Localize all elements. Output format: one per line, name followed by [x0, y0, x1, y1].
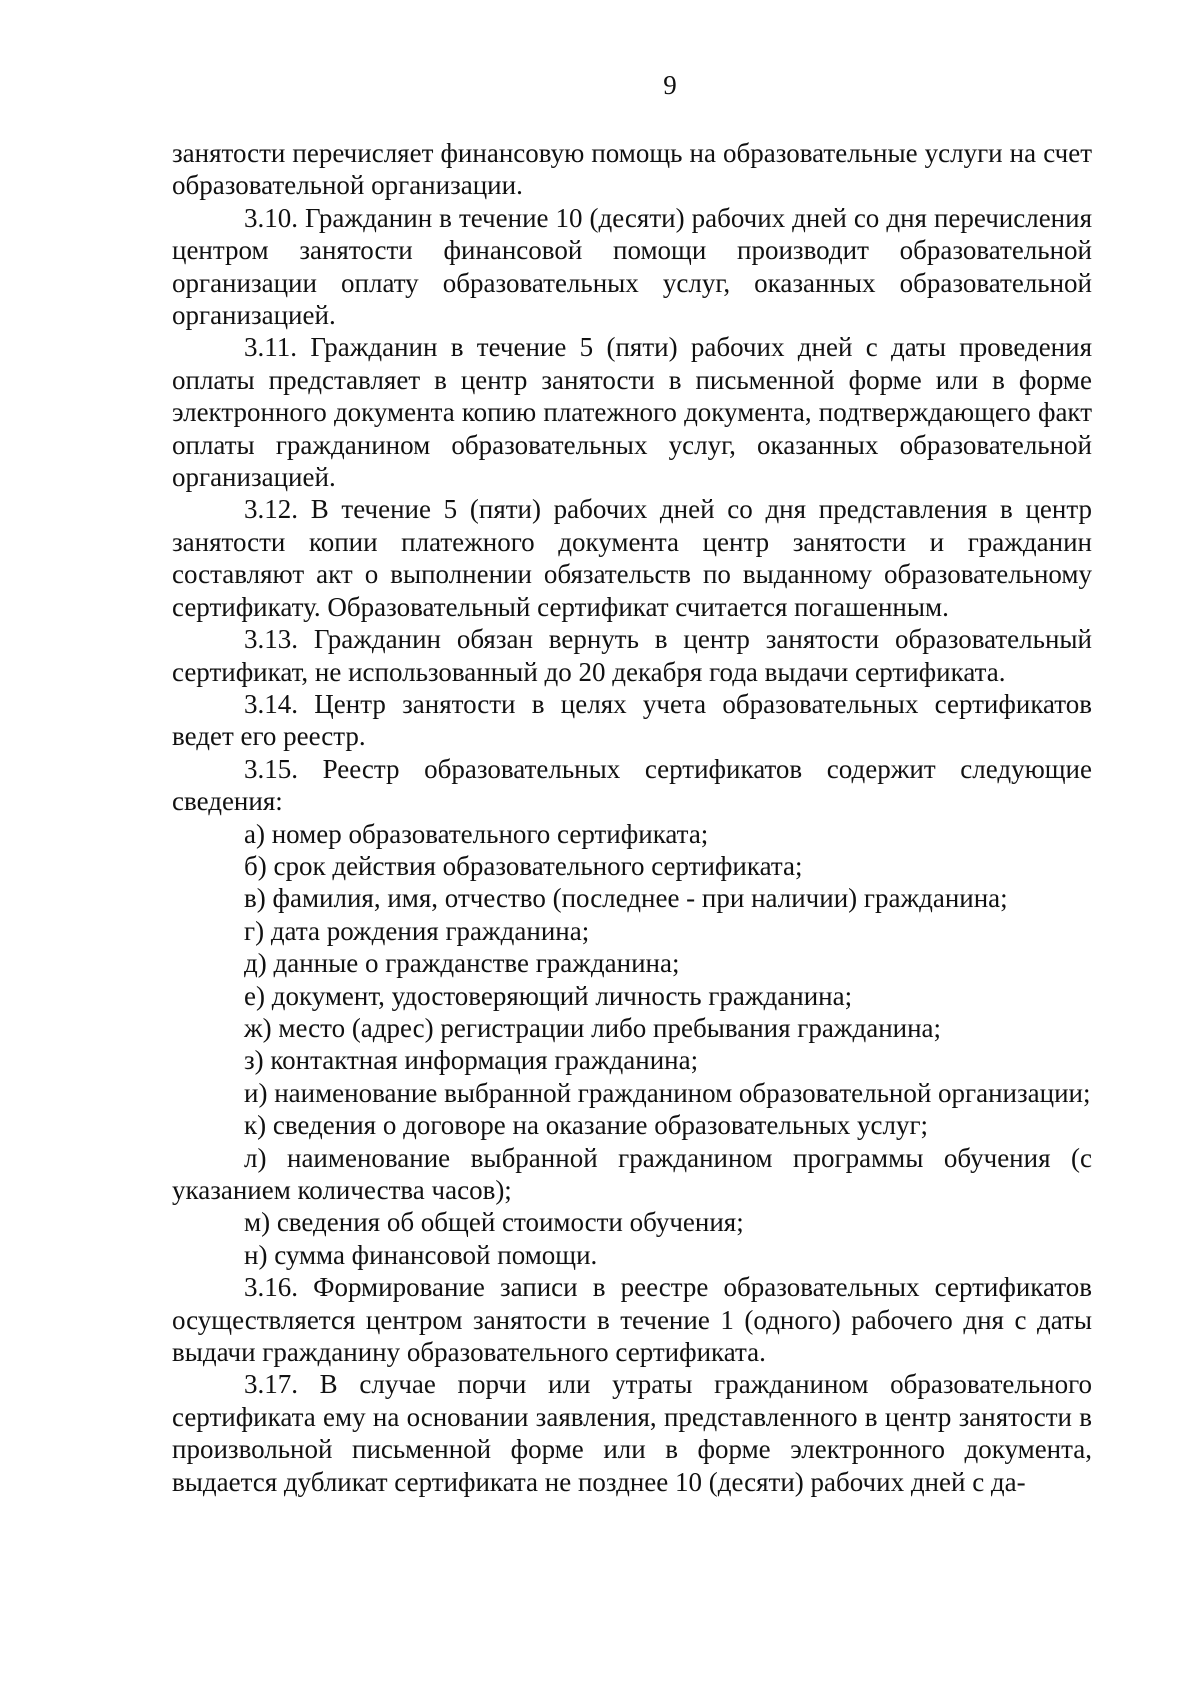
list-item-v: в) фамилия, имя, отчество (последнее - при наличии) гражданина;	[244, 883, 1008, 914]
list-item-b: б) срок действия образовательного сертификата;	[244, 850, 803, 881]
paragraph-3-17: 3.17. В случае порчи или утраты гражданином образовательного сертификата ему на основании заявления, представленного в центр занятости в произвольной письменной форме или в форме электронного документа, выдается дубликат сертификата не позднее 10 (десяти) рабочих дней с да-	[172, 1369, 1092, 1497]
list-item-d: д) данные о гражданстве гражданина;	[244, 948, 680, 979]
paragraph-3-10: 3.10. Гражданин в течение 10 (десяти) рабочих дней со дня перечисления центром занятости финансовой помощи производит образовательной организации оплату образовательных услуг, оказанных образовательной организацией.	[172, 202, 1092, 331]
list-item-k: к) сведения о договоре на оказание образовательных услуг;	[244, 1110, 929, 1141]
paragraph-3-15: 3.15. Реестр образовательных сертификатов содержит следующие сведения:	[172, 753, 1092, 817]
list-item-a: а) номер образовательного сертификата;	[244, 818, 709, 849]
paragraph-3-14: 3.14. Центр занятости в целях учета образовательных сертификатов ведет его реестр.	[172, 688, 1092, 752]
list-item-i: и) наименование выбранной гражданином образовательной организации;	[244, 1077, 1091, 1108]
list-item-n: н) сумма финансовой помощи.	[244, 1239, 598, 1270]
page-number: 9	[663, 70, 677, 100]
paragraph-3-16: 3.16. Формирование записи в реестре образовательных сертификатов осуществляется центром занятости в течение 1 (одного) рабочего дня с даты выдачи гражданину образовательного сертификата.	[172, 1272, 1092, 1368]
paragraph-continuation: занятости перечисляет финансовую помощь на образовательные услуги на счет образовательной организации.	[172, 138, 1092, 201]
list-item-zh: ж) место (адрес) регистрации либо пребывания гражданина;	[244, 1012, 942, 1043]
paragraph-3-12: 3.12. В течение 5 (пяти) рабочих дней со дня представления в центр занятости копии платежного документа центр занятости и гражданин составляют акт о выполнении обязательств по выданному образовательному сертификату. Образовательный сертификат считается погашенным.	[172, 494, 1092, 622]
list-item-e: е) документ, удостоверяющий личность гражданина;	[244, 980, 853, 1011]
document-body	[172, 137, 1092, 1498]
list-item-m: м) сведения об общей стоимости обучения;	[244, 1207, 744, 1238]
paragraph-3-13: 3.13. Гражданин обязан вернуть в центр занятости образовательный сертификат, не использованный до 20 декабря года выдачи сертификата.	[172, 624, 1092, 687]
list-item-g: г) дата рождения гражданина;	[244, 915, 590, 946]
list-item-z: з) контактная информация гражданина;	[244, 1045, 699, 1076]
paragraph-3-11: 3.11. Гражданин в течение 5 (пяти) рабочих дней с даты проведения оплаты представляет в центр занятости в письменной форме или в форме электронного документа копию платежного документа, подтверждающего факт оплаты гражданином образовательных услуг, оказанных образовательной организацией.	[172, 332, 1092, 493]
list-item-l: л) наименование выбранной гражданином программы обучения (с указанием количества часов);	[172, 1142, 1092, 1205]
